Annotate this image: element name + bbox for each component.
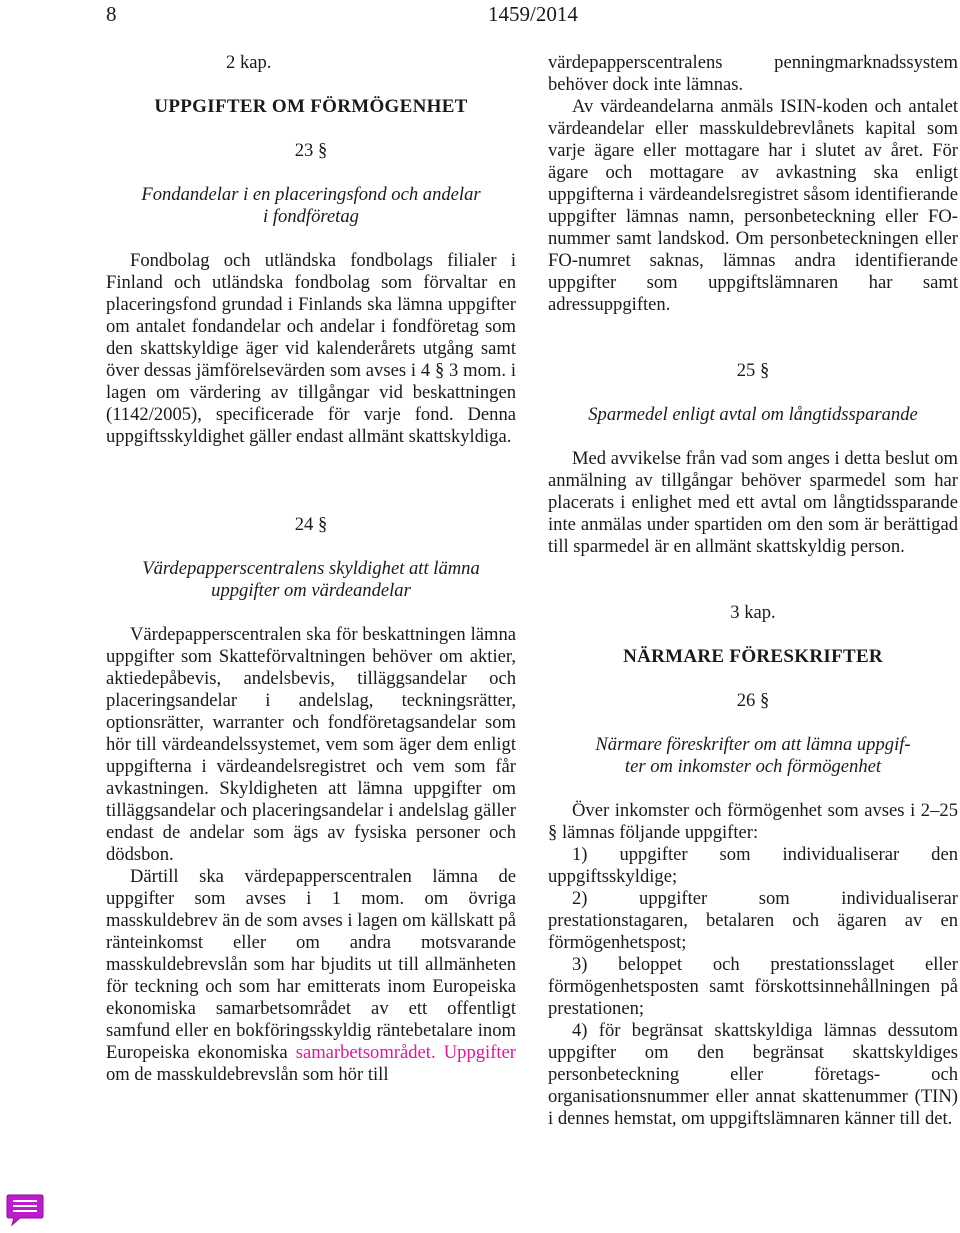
paragraph-text: om de masskuldebrevslån som hör till <box>106 1064 389 1085</box>
right-column <box>548 52 958 1130</box>
comment-note-icon-svg <box>6 1193 44 1227</box>
list-item: 3) beloppet och prestationsslaget eller förmögenhetsposten samt förskottsinnehållningen på prestationen; <box>548 954 958 1019</box>
paragraph: Av värdeandelarna anmäls ISIN-koden och antalet värdeandelar eller masskuldebrevlånets kapital som varje ägare eller mottagare har i slutet av året. För ägare och mottagare av avkastning ska enligt uppgifterna i värdeandelsregistret såsom identifierande uppgifter lämnas namn, personbeteckning eller FO-nummer samt landskod. Om personbeteckningen eller FO-numret saknas, lämnas andra identifierande uppgifter som uppgiftslämnaren har samt adressuppgiften. <box>548 96 958 315</box>
paragraph: Över inkomster och förmögenhet som avses i 2–25 § lämnas följande uppgifter: <box>548 800 958 843</box>
chapter-heading: 2 kap. <box>226 52 272 73</box>
paragraph <box>106 866 516 1086</box>
section-number: 26 § <box>736 690 770 711</box>
section-number: 23 § <box>294 140 328 161</box>
chapter-heading: 3 kap. <box>730 602 776 623</box>
highlighted-link[interactable]: samarbetsområdet. Uppgifter <box>295 1042 517 1063</box>
section-number: 25 § <box>736 360 770 381</box>
paragraph-text: Därtill ska värdepapperscentralen lämna de uppgifter som avses i 1 mom. om övriga masskuldebrev än de som avses i lagen om källskatt på ränteinkomst eller om andra motsvarande masskuldebrevslån som har bjudits ut till allmänheten för teckning och som har emitterats inom Europeiska ekonomiska samarbetsområdet av ett offentligt samfund eller en bokföringsskyldig räntebetalare inom Europeiska ekonomiska <box>106 866 516 1063</box>
paragraph: Med avvikelse från vad som anges i detta beslut om anmälning av tillgångar behöver sparmedel som har placerats i enlighet med ett avtal om långtidssparande inte anmälas under spartiden om den som är berättigad till sparmedel är en allmänt skattskyldig person. <box>548 448 958 557</box>
section-title-line: Värdepapperscentralens skyldighet att lämna <box>142 558 480 579</box>
chapter-title: NÄRMARE FÖRESKRIFTER <box>623 646 883 667</box>
paragraph: Fondbolag och utländska fondbolags filialer i Finland och utländska fondbolag som förvaltar en placeringsfond grundad i Finlands ska lämna uppgifter om antalet fondandelar och andelar i fondföretag som den skattskyldige äger vid kalenderårets utgång samt över dessas jämförelsevärden som avses i 4 § 3 mom. i lagen om värdering av tillgångar vid beskattningen (1142/2005), specificerade för varje fond. Denna uppgiftsskyldighet gäller endast allmänt skattskyldiga. <box>106 250 516 447</box>
list-item: 4) för begränsat skattskyldiga lämnas dessutom uppgifter om den begränsat skattskyldiges personbeteckning eller företags- och organisationsnummer eller annat skattenummer (TIN) i dennes hemstat, om uppgiftslämnaren känner till det. <box>548 1020 958 1129</box>
paragraph: Värdepapperscentralen ska för beskattningen lämna uppgifter som Skatteförvaltningen behöver om aktier, aktiedepåbevis, andelsbevis, tilläggsandelar och placeringsandelar i andelslag, teckningsrätter, optionsrätter, warranter och fondföretagsandelar som hör till värdeandelssystemet, vem som äger dem enligt uppgifterna i värdeandelsregistret och vem som får avkastningen. Skyldigheten att lämna uppgifter om tilläggsandelar och placeringsandelar i andelslag gäller endast de andelar som ägs av fysiska personer och dödsbon. <box>106 624 516 865</box>
list-item: 1) uppgifter som individualiserar den uppgiftsskyldige; <box>548 844 958 887</box>
page-number: 8 <box>106 2 117 26</box>
section-title-line: Fondandelar i en placeringsfond och andelar <box>141 184 481 205</box>
document-reference: 1459/2014 <box>488 2 578 26</box>
section-title: Sparmedel enligt avtal om långtidssparande <box>588 404 918 425</box>
section-title-line: i fondföretag <box>263 206 359 227</box>
section-title-line: ter om inkomster och förmögenhet <box>624 756 882 777</box>
page-header <box>0 0 960 30</box>
list-item: 2) uppgifter som individualiserar prestationstagaren, betalaren och ägaren av en förmögenhetspost; <box>548 888 958 953</box>
left-column <box>106 52 516 1086</box>
section-title <box>106 558 516 602</box>
section-title-line: uppgifter om värdeandelar <box>211 580 411 601</box>
section-title <box>106 184 516 228</box>
section-title <box>548 734 958 778</box>
section-title-line: Närmare föreskrifter om att lämna uppgif- <box>595 734 911 755</box>
comment-note-icon[interactable] <box>6 1193 44 1227</box>
section-number: 24 § <box>294 514 328 535</box>
paragraph: värdepapperscentralens penningmarknadssystem behöver dock inte lämnas. <box>548 52 958 95</box>
chapter-title: UPPGIFTER OM FÖRMÖGENHET <box>154 96 468 117</box>
